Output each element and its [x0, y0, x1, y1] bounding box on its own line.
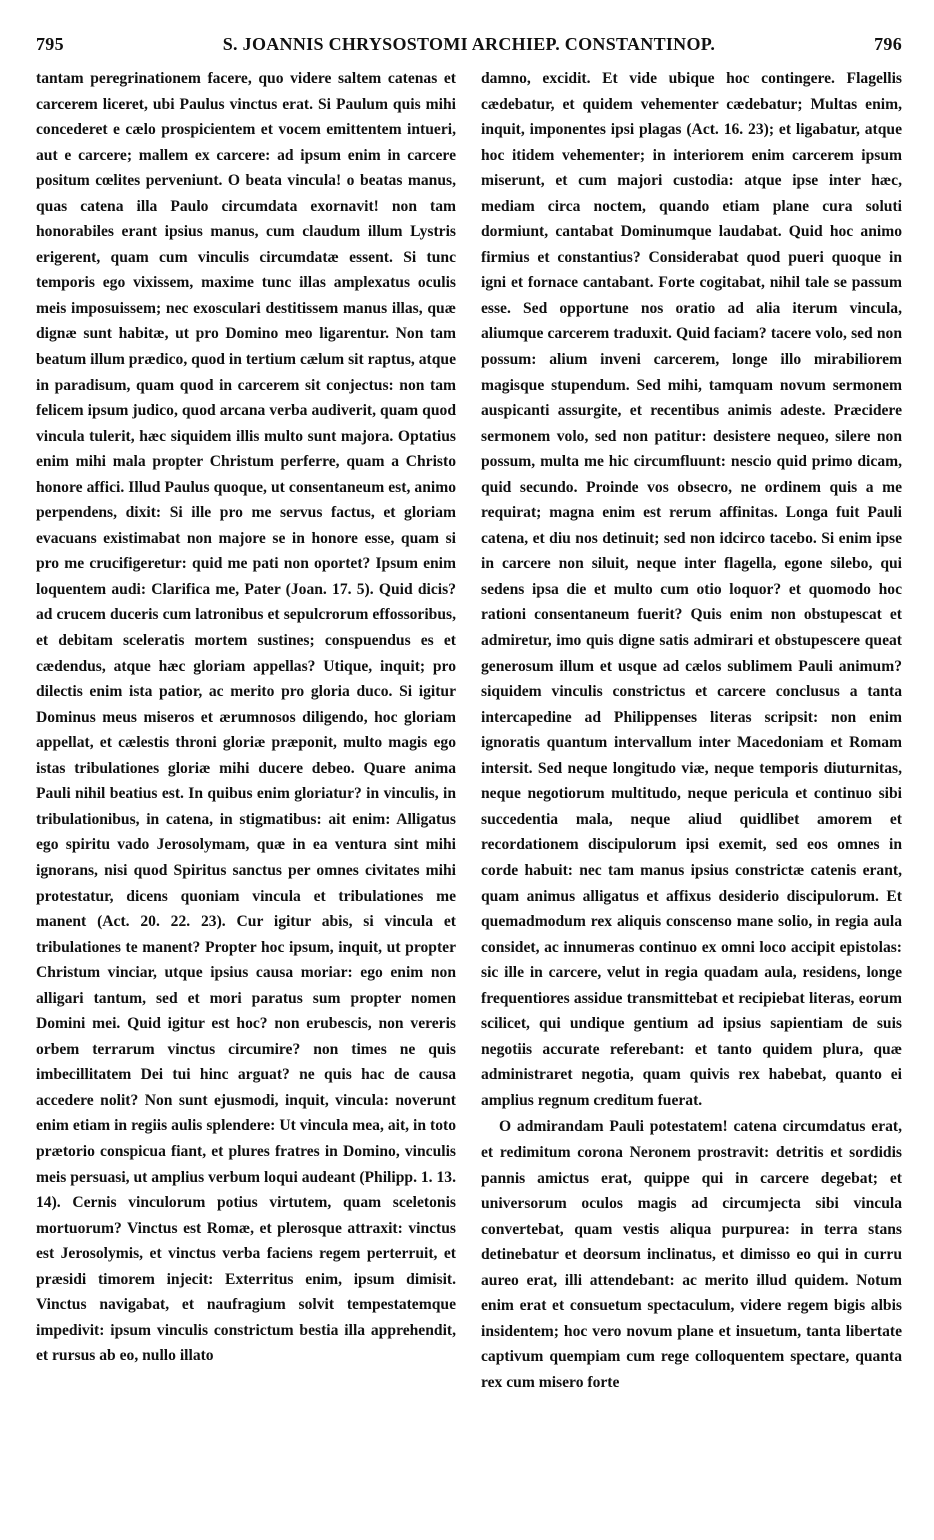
paragraph: damno, excidit. Et vide ubique hoc contingere. Flagellis cædebatur, et quidem vehementer cædebatur; Multas enim, inquit, imponentes ipsi plagas (Act. 16. 23); et ligabatur, atque hoc itidem vehementer; in interiorem enim carcerem ipsum miserunt, et cum majori custodia: atque ipse inter hæc, mediam circa noctem, quando etiam plane cura soluti dormiunt, cantabat Dominumque laudabat. Quid hoc animo firmius et constantius? Considerabat quod pueri quoque in igni et fornace cantabant. Forte cogitabat, nihil tale se passum esse. Sed opportune nos oratio ad alia iterum vincula, aliumque carcerem traduxit. Quid faciam? tacere volo, sed non possum: alium inveni carcerem, longe illo mirabiliorem magisque stupendum. Sed mihi, tamquam novum sermonem auspicanti assurgite, et recentibus animis adeste. Præcidere sermonem volo, sed non patitur: desistere nequeo, silere non possum, multa me hic circumfluunt: nescio quid primo dicam, quid secundo. Proinde vos obsecro, ne ordinem quis a me requirat; magna enim est rerum affinitas. Longa fuit Pauli catena, et diu nos detinuit; sed non idcirco tacebo. Si enim ipse in carcere non siluit, neque inter flagella, egone silebo, qui sedens ipsa die et multo cum otio loquor? et quomodo hoc rationi consentaneum fuerit? Quis enim non obstupescat et admiretur, imo quis digne satis admirari et obstupescere queat generosum illum et usque ad cælos sublimem Pauli animum? siquidem vinculis constrictus et carcere conclusus a tanta intercapedine ad Philippenses literas scripsit: non enim ignoratis quantum intervallum inter Macedoniam et Romam intersit. Sed neque longitudo viæ, neque temporis diuturnitas, neque negotiorum multitudo, neque pericula et continuo sibi succedentia mala, neque aliud quidlibet amorem et recordationem discipulorum ipsi exemit, sed eos omnes in corde habuit: nec tam manus ipsius constrictæ catenis erant, quam animus alligatus et affixus desiderio discipulorum. Et quemadmodum rex aliquis conscenso mane solio, in regia aula considet, ac innumeras continuo ex omni loco accipit epistolas: sic ille in carcere, velut in regia quadam aula, residens, longe frequentiores assidue transmittebat et recipiebat literas, eorum scilicet, qui undique gentium ad ipsius sapientiam de suis negotiis accurate referebant: et tanto quidem plura, quæ administraret negotia, quam quivis rex habebat, quanto ei amplius regnum creditum fuerat.	[481, 70, 902, 1109]
left-column	[36, 66, 456, 1369]
running-title: S. JOANNIS CHRYSOSTOMI ARCHIEP. CONSTANTINOP.	[222, 34, 716, 54]
right-column	[481, 66, 902, 1395]
paragraph: O admirandam Pauli potestatem! catena circumdatus erat, et redimitum corona Neronem prostravit: detritis et sordidis pannis amictus erat, quippe qui in carcere degebat; et universorum oculos magis ad circumjecta sibi vincula convertebat, quam vestis aliqua purpurea: in terra stans detinebatur et deorsum inclinatus, et dimisso eo qui in curru aureo erat, illi attendebant: ac merito illud quidem. Notum enim erat et consuetum spectaculum, videre regem bigis albis insidentem; hoc vero novum plane et insuetum, tanta libertate captivum quempiam cum rege colloquentem spectare, quanta rex cum misero forte	[481, 1118, 902, 1391]
paragraph: tantam peregrinationem facere, quo videre saltem catenas et carcerem liceret, ubi Paulus vinctus erat. Si Paulum quis mihi concederet e cælo prospicientem et vocem emittentem intueri, aut e carcere; mallem ex carcere: ad ipsum enim in carcere positum cœlites perveniunt. O beata vincula! o beatas manus, quas catena illa Paulo circumdata exornavit! non tam honorabiles erant ipsius manus, cum claudum illum Lystris erigerent, quam cum vinculis circumdatæ essent. Si tunc temporis ego vixissem, maxime tunc illas amplexatus oculis meis imposuissem; nec exosculari destitissem manus illas, quæ dignæ sunt habitæ, ut pro Domino meo ligarentur. Non tam beatum illum prædico, quod in tertium cælum sit raptus, atque in paradisum, quam quod in carcerem sit conjectus: non tam felicem ipsum judico, quod arcana verba audiverit, quam quod vincula tulerit, hæc siquidem illis multo sunt majora. Optatius enim mihi mala propter Christum perferre, quam a Christo honore affici. Illud Paulus quoque, ut consentaneum est, animo perpendens, dixit: Si ille pro me servus factus, et gloriam evacuans existimabat non majore se in honore esse, quam si pro me crucifigeretur: quid me pati non oportet? Ipsum enim loquentem audi: Clarifica me, Pater (Joan. 17. 5). Quid dicis? ad crucem duceris cum latronibus et sepulcrorum effossoribus, et debitam sceleratis mortem sustines; conspuendus es et cædendus, atque hæc gloriam appellas? Utique, inquit; pro dilectis enim ista patior, ac merito pro gloria duco. Si igitur Dominus meus miseros et ærumnosos diligendo, hoc gloriam appellat, et cælestis throni gloriæ præponit, multo magis ego istas tribulationes gloriæ mihi ducere debeo. Quare anima Pauli nihil beatius est. In quibus enim gloriatur? in vinculis, in tribulationibus, in catena, in stigmatibus: ait enim: Alligatus ego spiritu vado Jerosolymam, quæ in ea ventura sint mihi ignorans, nisi quod Spiritus sanctus per omnes civitates mihi protestatur, dicens quoniam vincula et tribulationes me manent (Act. 20. 22. 23). Cur igitur abis, si vincula et tribulationes te manent? Propter hoc ipsum, inquit, ut propter Christum vinciar, utque ipsius causa moriar: ego enim non alligari tantum, sed et mori paratus sum propter nomen Domini mei. Quid igitur est hoc? non erubescis, non vereris orbem terrarum vinctus circumire? non times ne quis imbecillitatem Dei tui hinc arguat? ne quis hac de causa accedere nolit? Non sunt ejusmodi, inquit, vincula: noverunt enim etiam in regiis aulis splendere: Ut vincula mea, ait, in toto prætorio conspicua fiant, et plures fratres in Domino, vinculis meis persuasi, ut amplius verbum loqui audeant (Philipp. 1. 13. 14). Cernis vinculorum potius virtutem, quam sceletonis mortuorum? Vinctus est Romæ, et plerosque attraxit: vinctus est Jerosolymis, et vinctus verba faciens regem perterruit, et præsidi timorem injecit: Exterritus enim, ipsum dimisit. Vinctus navigabat, et naufragium solvit tempestatemque impedivit: ipsum vinculis constrictum bestia illa apprehendit, et rursus ab eo, nullo illato	[36, 70, 456, 1365]
page-number-right: 796	[874, 34, 902, 54]
page-number-left: 795	[36, 34, 64, 54]
page-header	[36, 34, 902, 62]
